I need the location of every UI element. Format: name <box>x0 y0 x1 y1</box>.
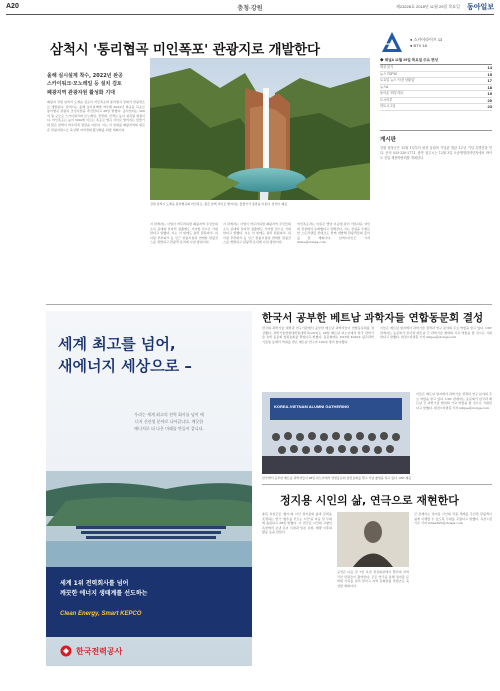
ad-company-logo <box>60 645 122 657</box>
ad-company-name: 한국전력공사 <box>76 646 123 656</box>
tv-schedule-box <box>380 28 492 204</box>
article1-subheads <box>47 72 147 97</box>
subhead-3: 폐광지역 관광자원 활성화 기대 <box>47 89 116 96</box>
schedule-note <box>380 113 492 127</box>
article2-photo-caption: 한국에서 공부한 베트남 과학자들이 28일 하노이에서 연합동문회 창립총회를 열고 기념 촬영을 하고 있다. UST 제공 <box>262 476 412 480</box>
ad-tagline-1: 세계 1위 전력회사를 넘어 <box>60 580 129 587</box>
section-divider <box>46 304 492 305</box>
schedule-program: 세상 읽기 <box>380 65 394 69</box>
newspaper-brand: 동아일보 <box>466 3 494 11</box>
ad-headline-2: 새에너지 세상으로 – <box>58 357 192 375</box>
channel-a-logo <box>380 30 404 54</box>
section-title: 충청·강원 <box>237 6 263 12</box>
page-number: A20 <box>6 3 19 10</box>
alumni-photo-banner: KOREA-VIETNAM ALUMNI GATHERING <box>274 404 350 409</box>
tv-label-1-text: 스카이라이프 13 <box>413 36 443 42</box>
article3-body-right: 군 관계자는 정지용 시인의 작품 세계를 주민과 관광객이 쉽게 이해할 수 있도록 무대를 꾸몄다고 말했다. 옥천=장기우 기자 straw825@donga.com <box>414 512 492 526</box>
article2-headline: 한국서 공부한 베트남 과학자들 연합동문회 결성 <box>262 312 484 324</box>
article1-body-right: 미인폭포라는 이름은 옛날 이곳에 살던 아름다운 여인의 전설에서 유래했다고 전해진다. 시는 전설을 주제로 한 스토리텔링 콘텐츠도 함께 개발해 관광객들의 흥미를 끌 계획이다. 삼척=이인모 기자 imlee@donga.com <box>297 222 370 245</box>
page-header <box>6 2 494 15</box>
notice-body: 강원 평창군은 12월 1일부터 평창 올림픽 기념관 개관 1주년 기념 특별전을 연다. 문의 033-330-2771. 충북 청주시는 12월 3일 오송생명과학단지에서 바이오 산업 채용박람회를 개최한다. <box>380 145 492 160</box>
article3-body-left: 충북 옥천군은 '향수'의 시인 정지용의 삶과 문학을 조명하는 연극 '향수를 부르는 시인'을 다음 달 무대에 올린다고 28일 밝혔다. 이 연극은 시인의 고향인 옥천에서 보낸 유년 시절과 일본 유학, 해방 이후의 활동 등을 담았다. <box>262 512 332 535</box>
article1-headline: 삼척시 '통리협곡 미인폭포' 관광지로 개발한다 <box>50 42 320 58</box>
article1-body-mid: 시 관계자는 사업이 마무리되면 폐광지역 주민들의 소득 증대와 일자리 창출에도 기여할 것으로 기대한다고 말했다. 시는 이 밖에도 통리 탄탄파크, 하이원 추추파크 등 인근 관광시설과 연계한 관광코스를 개발하고 관광객 유치에 나설 방침이다. <box>150 222 218 245</box>
poet-portrait <box>337 512 409 567</box>
article1-body-mid2: 시 관계자는 사업이 마무리되면 폐광지역 주민들의 소득 증대와 일자리 창출에도 기여할 것으로 기대한다고 말했다. 시는 이 밖에도 통리 탄탄파크, 하이원 추추파크 등 인근 관광시설과 연계한 관광코스를 개발하고 관광객 유치에 나설 방침이다. <box>223 222 291 245</box>
ad-tagline <box>60 579 147 599</box>
ad-headline-1: 세계 최고를 넘어, <box>58 335 176 353</box>
schedule-program: 토요일 뉴스 '사건 상황실' <box>380 78 415 82</box>
article3-headline: 정지용 시인의 삶, 연극으로 재현한다 <box>280 494 459 507</box>
ad-solar-island-illustration <box>46 471 252 571</box>
schedule-time: 19 <box>487 91 492 96</box>
kepco-logo-icon <box>60 645 72 657</box>
ad-tagline-panel <box>46 567 252 637</box>
schedule-time: 15 <box>487 71 492 77</box>
article2-body-continued: 이들은 베트남 현지에서 과학기술 정책과 연구 분야의 주요 역할을 맡고 있다. UST 관계자는 동문회가 한국과 베트남 간 과학기술 협력의 가교 역할을 할 것으로 기대한다고 말했다. 대전=지명훈 기자 mhjee@donga.com <box>416 392 492 410</box>
schedule-time: 20 <box>487 97 492 103</box>
ad-tagline-2: 깨끗한 에너지 생태계를 선도하는 <box>60 590 148 597</box>
channel-a-logo-text: CHANNEL A <box>378 42 395 46</box>
schedule-program: 도시어부 <box>380 97 393 102</box>
tv-label-2: ● BTV 18 <box>410 42 427 48</box>
schedule-program: 뉴스A <box>380 84 389 89</box>
schedule-list <box>380 65 492 111</box>
article2-body-right: 이들은 베트남 현지에서 과학기술 정책과 연구 분야의 주요 역할을 맡고 있다. UST 관계자는 동문회가 한국과 베트남 간 과학기술 협력의 가교 역할을 할 것으로 기대한다고 말했다. 대전=지명훈 기자 mhjee@donga.com <box>380 326 492 340</box>
article1-photo-caption: 강원 삼척시 도계읍 통리협곡의 미인폭포. 붉은 암벽 사이로 떨어지는 물줄기가 장관을 이룬다. 삼척시 제공 <box>150 202 288 206</box>
schedule-title: ◆ 채널A 11월 29일 목요일 주요 편성 <box>380 58 492 65</box>
tv-label-1: ● 스카이라이프 13 <box>410 36 443 42</box>
schedule-title-text: 채널A 11월 29일 목요일 주요 편성 <box>384 58 439 62</box>
article2-body-left: 한국의 과학기술 대학과 연구기관에서 공부한 베트남 과학자들이 연합동문회를 결성했다. 과학기술연합대학원대학교(UST)는 28일 베트남 하노이에서 한국 과학기술 유학 동문회 창립총회를 열었다고 밝혔다. 동문회에는 UST와 KAIST, 광주과학기술원 등에서 학위를 받은 베트남 연구자 100여 명이 참여했다. <box>262 326 374 344</box>
tv-label-2-text: BTV 18 <box>413 42 427 48</box>
schedule-program: 하트시그널 <box>380 104 396 108</box>
article3-body-mid: 공연은 다음 달 7일 옥천 관성회관에서 열리며 지역 극단 단원들이 출연한다. 군은 연극을 통해 정지용 문학의 가치를 널리 알리고 지역 문화관광 콘텐츠로 육성할 계획이다. <box>337 570 409 588</box>
schedule-time: 17 <box>487 78 492 83</box>
kepco-advertisement <box>46 311 252 666</box>
notice-title: 게시판 <box>380 136 396 143</box>
ad-brand-en: Clean Energy, Smart KEPCO <box>60 611 142 617</box>
alumni-group-photo <box>262 392 410 474</box>
subhead-2: 스카이워크·모노레일 등 설치 검토 <box>47 81 122 88</box>
article1-body-left: 폐광지 강원 삼척시 도계읍 심포리 미인폭포와 통리협곡 일대가 관광명소로 개발된다. 삼척시는 올해 실시설계에 착수해 2022년 완공을 목표로 통리협곡 관광지 조성사업을 추진한다고 28일 밝혔다. 총사업비는 200억 원 규모로 스카이워크와 모노레일, 전망대, 산책로 등이 설치될 예정이다. 미인폭포는 높이 50m에 이르는 폭포로 협곡 사이로 떨어지는 물줄기와 붉은 암벽이 어우러져 장관을 이룬다. 시는 이 일대를 폐광지역의 새로운 관광자원으로 육성해 지역경제 활성화를 꾀할 계획이다. <box>47 100 145 132</box>
divider <box>380 130 492 131</box>
schedule-program: 돌아온 '외부자들' <box>380 91 404 95</box>
section-divider-2 <box>262 484 492 485</box>
schedule-program: 뉴스 TOP10 <box>380 71 398 76</box>
ad-headline <box>58 333 192 377</box>
ad-copy: 우리는 세계 최고의 전력 회사를 넘어 에너지 신산업 분야로 나아갑니다. 깨끗한 에너지로 더 나은 미래를 만들어 갑니다. <box>134 412 204 431</box>
schedule-time: 23 <box>487 104 492 109</box>
issue-date: 제23228호 2018년 11월 29일 목요일 <box>396 4 460 9</box>
schedule-time: 14 <box>487 65 492 70</box>
schedule-row <box>380 104 492 111</box>
waterfall-photo <box>150 58 370 200</box>
subhead-1: 올해 실시설계 착수, 2022년 완공 <box>47 73 123 79</box>
schedule-time: 18 <box>487 84 492 90</box>
